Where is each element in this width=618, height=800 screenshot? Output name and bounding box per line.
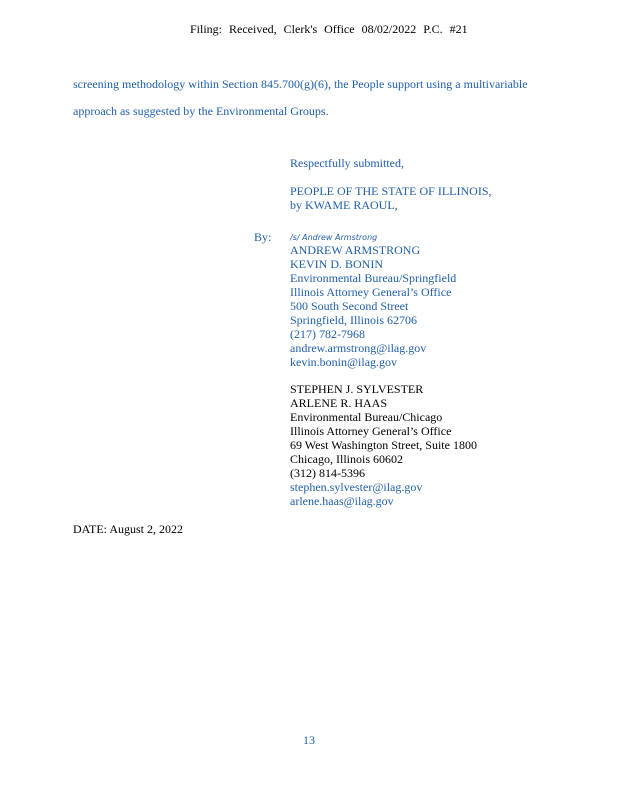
email-bonin[interactable]: kevin.bonin@ilag.gov: [290, 355, 398, 369]
attorney-name-sylvester: STEPHEN J. SYLVESTER: [290, 382, 424, 396]
office-name: Illinois Attorney General’s Office: [290, 424, 452, 438]
bureau-chicago: Environmental Bureau/Chicago: [290, 410, 443, 424]
party-line-1: PEOPLE OF THE STATE OF ILLINOIS,: [290, 184, 492, 198]
by-label: By:: [254, 230, 272, 244]
email-armstrong[interactable]: andrew.armstrong@ilag.gov: [290, 341, 427, 355]
signature-line: /s/ Andrew Armstrong: [290, 233, 378, 242]
respectfully-submitted: Respectfully submitted,: [290, 156, 404, 170]
body-paragraph: [73, 71, 603, 125]
party-line-2: by KWAME RAOUL,: [290, 198, 398, 212]
attorney-name-haas: ARLENE R. HAAS: [290, 396, 388, 410]
party-block: [290, 184, 492, 212]
email-haas[interactable]: arlene.haas@ilag.gov: [290, 494, 394, 508]
city-state-zip: Springfield, Illinois 62706: [290, 313, 417, 327]
date-line: DATE: August 2, 2022: [73, 522, 184, 536]
city-state-zip: Chicago, Illinois 60602: [290, 452, 403, 466]
attorney-name-bonin: KEVIN D. BONIN: [290, 257, 383, 271]
body-line-1: screening methodology within Section 845.700(g)(6), the People support using a multivariable: [73, 77, 528, 91]
page-number: 13: [303, 733, 315, 747]
street-address: 69 West Washington Street, Suite 1800: [290, 438, 477, 452]
springfield-attorney-block: [290, 243, 456, 369]
body-line-2: approach as suggested by the Environmental Groups.: [73, 104, 329, 118]
email-sylvester[interactable]: stephen.sylvester@ilag.gov: [290, 480, 423, 494]
office-name: Illinois Attorney General’s Office: [290, 285, 452, 299]
phone-number: (312) 814-5396: [290, 466, 365, 480]
bureau-springfield: Environmental Bureau/Springfield: [290, 271, 457, 285]
attorney-name-armstrong: ANDREW ARMSTRONG: [290, 243, 421, 257]
filing-header: Filing: Received, Clerk's Office 08/02/2022 P.C. #21: [190, 22, 468, 36]
phone-number: (217) 782-7968: [290, 327, 365, 341]
chicago-attorney-block: [290, 382, 477, 508]
street-address: 500 South Second Street: [290, 299, 409, 313]
